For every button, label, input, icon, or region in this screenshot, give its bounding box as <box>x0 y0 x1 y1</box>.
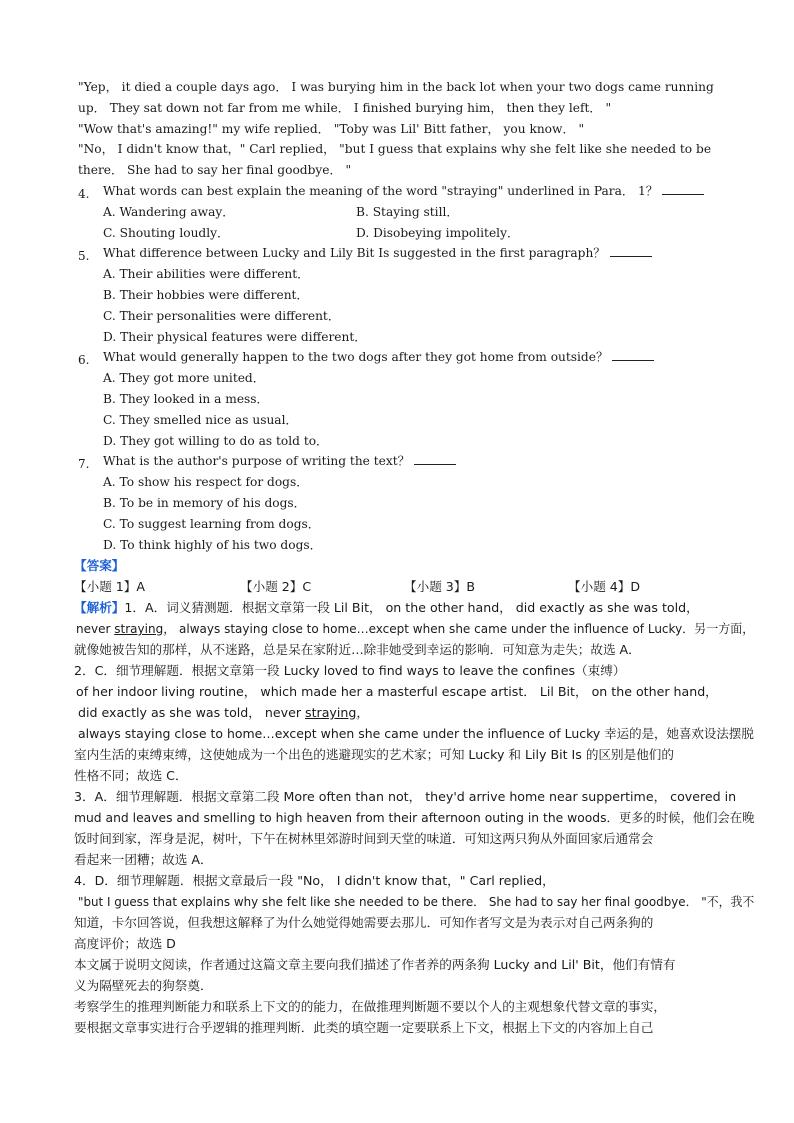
option-d: D. Disobeying impolitely． <box>356 226 520 240</box>
answer-item: 【小题 2】C <box>240 579 312 594</box>
option-a: A. They got more united． <box>103 371 265 385</box>
option-d: D. They got willing to do as told to． <box>103 434 329 448</box>
analysis-line: 4．D．细节理解题．根据文章最后一段 "No， I didn't know that，" Carl replied， <box>74 873 555 888</box>
analysis-line: 高度评价；故选 D <box>74 936 176 951</box>
story-line: up． They sat down not far from me while． I finished burying him， then they left． " <box>78 101 612 115</box>
option-b: B. They looked in a mess． <box>103 392 269 406</box>
analysis-heading: 【解析】 <box>74 600 125 615</box>
question-number: 5. <box>78 249 90 263</box>
question-stem: What words can best explain the meaning of the word "straying" underlined in Para． 1？ <box>103 183 704 199</box>
analysis-line: never straying， always staying close to home…except when she came under the influence of Lucky．另一方面， <box>76 621 755 636</box>
analysis-line: "but I guess that explains why she felt like she needed to be there． She had to say her final goodbye． "不，我不 <box>78 894 755 909</box>
analysis-line: 就像她被告知的那样，从不迷路，总是呆在家附近…除非她受到幸运的影响．可知意为走失；故选 A． <box>74 642 641 657</box>
analysis-line: 性格不同；故选 C． <box>74 768 188 783</box>
question-number: 6. <box>78 353 90 367</box>
question-number: 4. <box>78 187 90 201</box>
analysis-line: of her indoor living routine， which made her a masterful escape artist． Lil Bit， on the other hand， <box>76 684 718 699</box>
option-b: B. Their hobbies were different． <box>103 288 309 302</box>
question-stem: What is the author's purpose of writing the text？ <box>103 453 456 469</box>
analysis-line: 室内生活的束缚束缚，这使她成为一个出色的逃避现实的艺术家；可知 Lucky 和 Lily Bit Is 的区别是他们的 <box>74 747 674 762</box>
option-c: C. Their personalities were different． <box>103 309 341 323</box>
story-line: "No， I didn't know that，" Carl replied， "but I guess that explains why she felt like she needed to be <box>78 142 712 156</box>
answer-item: 【小题 1】A <box>74 579 146 594</box>
underlined-word: straying <box>114 621 164 636</box>
option-c: C. They smelled nice as usual． <box>103 413 298 427</box>
analysis-line: 3．A．细节理解题．根据文章第二段 More often than not， they'd arrive home near suppertime， covered in <box>74 789 737 804</box>
analysis-line: 【解析】1．A．词义猜测题．根据文章第一段 Lil Bit， on the other hand， did exactly as she was told， <box>74 600 699 615</box>
option-c: C. To suggest learning from dogs． <box>103 517 320 531</box>
question-number: 7. <box>78 457 90 471</box>
answer-item: 【小题 3】B <box>404 579 476 594</box>
summary-line: 义为隔壁死去的狗祭奠． <box>74 978 213 993</box>
answer-blank <box>612 349 654 361</box>
underlined-word: straying <box>305 705 357 720</box>
option-b: B. Staying still． <box>356 205 459 219</box>
question-stem: What difference between Lucky and Lily Bit Is suggested in the first paragraph？ <box>103 245 652 261</box>
analysis-line: 饭时间到家，浑身是泥，树叶，下午在树林里郊游时间到天堂的味道．可知这两只狗从外面回家后通常会 <box>74 831 654 846</box>
answer-blank <box>414 453 456 465</box>
option-c: C. Shouting loudly． <box>103 226 230 240</box>
analysis-line: did exactly as she was told， never straying， <box>78 705 369 720</box>
summary-line: 本文属于说明文阅读，作者通过这篇文章主要向我们描述了作者养的两条狗 Lucky and Lil' Bit，他们有情有 <box>74 957 676 972</box>
analysis-line: 看起来一团糟；故选 A． <box>74 852 213 867</box>
summary-line: 要根据文章事实进行合乎逻辑的推理判断．此类的填空题一定要联系上下文，根据上下文的内容加上自己 <box>74 1020 654 1035</box>
option-b: B. To be in memory of his dogs． <box>103 496 306 510</box>
option-a: A. Wandering away． <box>103 205 235 219</box>
analysis-line: mud and leaves and smelling to high heaven from their afternoon outing in the woods．更多的时候，他们会在晚 <box>74 810 755 825</box>
story-line: "Yep， it died a couple days ago． I was burying him in the back lot when your two dogs came running <box>78 80 714 94</box>
question-stem: What would generally happen to the two dogs after they got home from outside？ <box>103 349 654 365</box>
analysis-line: 2．C．细节理解题．根据文章第一段 Lucky loved to find ways to leave the confines（束缚） <box>74 663 626 678</box>
answer-blank <box>610 245 652 257</box>
option-d: D. Their physical features were different． <box>103 330 367 344</box>
analysis-line: always staying close to home…except when she came under the influence of Lucky 幸运的是，她喜欢设法摆脱 <box>78 726 754 741</box>
option-a: A. To show his respect for dogs． <box>103 475 309 489</box>
option-d: D. To think highly of his two dogs． <box>103 538 322 552</box>
story-line: there． She had to say her final goodbye． " <box>78 163 352 177</box>
story-line: "Wow that's amazing!" my wife replied． "Toby was Lil' Bitt father， you know． " <box>78 122 585 136</box>
summary-line: 考察学生的推理判断能力和联系上下文的的能力，在做推理判断题不要以个人的主观想象代替文章的事实， <box>74 999 666 1014</box>
answer-blank <box>662 183 704 195</box>
analysis-line: 知道，卡尔回答说，但我想这解释了为什么她觉得她需要去那儿．可知作者写文是为表示对自己两条狗的 <box>74 915 654 930</box>
answer-item: 【小题 4】D <box>568 579 641 594</box>
option-a: A. Their abilities were different． <box>103 267 310 281</box>
answer-heading: 【答案】 <box>74 558 125 573</box>
